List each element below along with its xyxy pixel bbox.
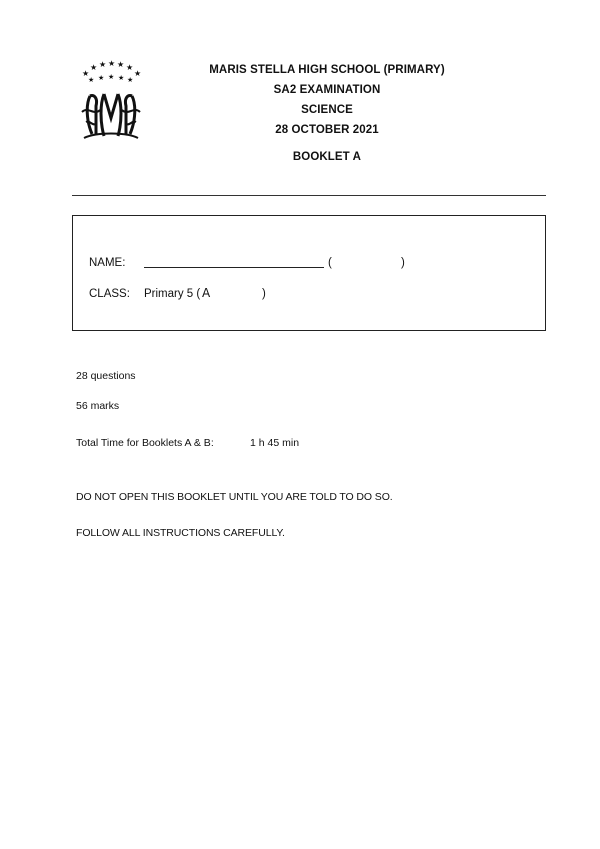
svg-text:★: ★: [88, 76, 95, 84]
school-name: MARIS STELLA HIGH SCHOOL (PRIMARY): [209, 64, 445, 76]
class-value: Primary 5 (: [144, 288, 201, 300]
exam-date: 28 OCTOBER 2021: [275, 124, 379, 136]
subject-title: SCIENCE: [301, 104, 353, 116]
question-count: 28 questions: [76, 370, 136, 382]
register-number-open-paren: (: [328, 257, 332, 269]
booklet-title: BOOKLET A: [292, 151, 362, 163]
instruction-follow: FOLLOW ALL INSTRUCTIONS CAREFULLY.: [76, 527, 285, 539]
total-marks: 56 marks: [76, 400, 120, 412]
class-close-paren: ): [262, 288, 266, 300]
exam-title: SA2 EXAMINATION: [273, 84, 381, 96]
class-label: CLASS:: [89, 288, 130, 300]
name-label: NAME:: [89, 257, 126, 269]
register-number-close-paren: ): [401, 257, 405, 269]
svg-text:★: ★: [134, 69, 142, 78]
school-crest-logo: [76, 60, 146, 144]
instruction-do-not-open: DO NOT OPEN THIS BOOKLET UNTIL YOU ARE TOLD TO DO SO.: [76, 491, 393, 503]
register-number-field[interactable]: [338, 256, 398, 272]
header-divider: [72, 195, 546, 196]
class-handwritten-entry[interactable]: A: [202, 286, 211, 300]
student-details-box: [72, 215, 546, 331]
svg-text:★: ★: [117, 60, 125, 69]
svg-text:★: ★: [108, 60, 116, 68]
svg-text:★: ★: [108, 73, 115, 81]
svg-text:★: ★: [99, 60, 107, 69]
name-field[interactable]: [144, 267, 324, 268]
time-value: 1 h 45 min: [250, 437, 300, 449]
svg-text:★: ★: [126, 63, 134, 72]
svg-text:★: ★: [118, 74, 125, 82]
svg-text:★: ★: [90, 63, 98, 72]
time-label: Total Time for Booklets A & B:: [76, 437, 214, 449]
svg-text:★: ★: [82, 69, 90, 78]
svg-text:★: ★: [98, 74, 105, 82]
svg-text:★: ★: [127, 76, 134, 84]
